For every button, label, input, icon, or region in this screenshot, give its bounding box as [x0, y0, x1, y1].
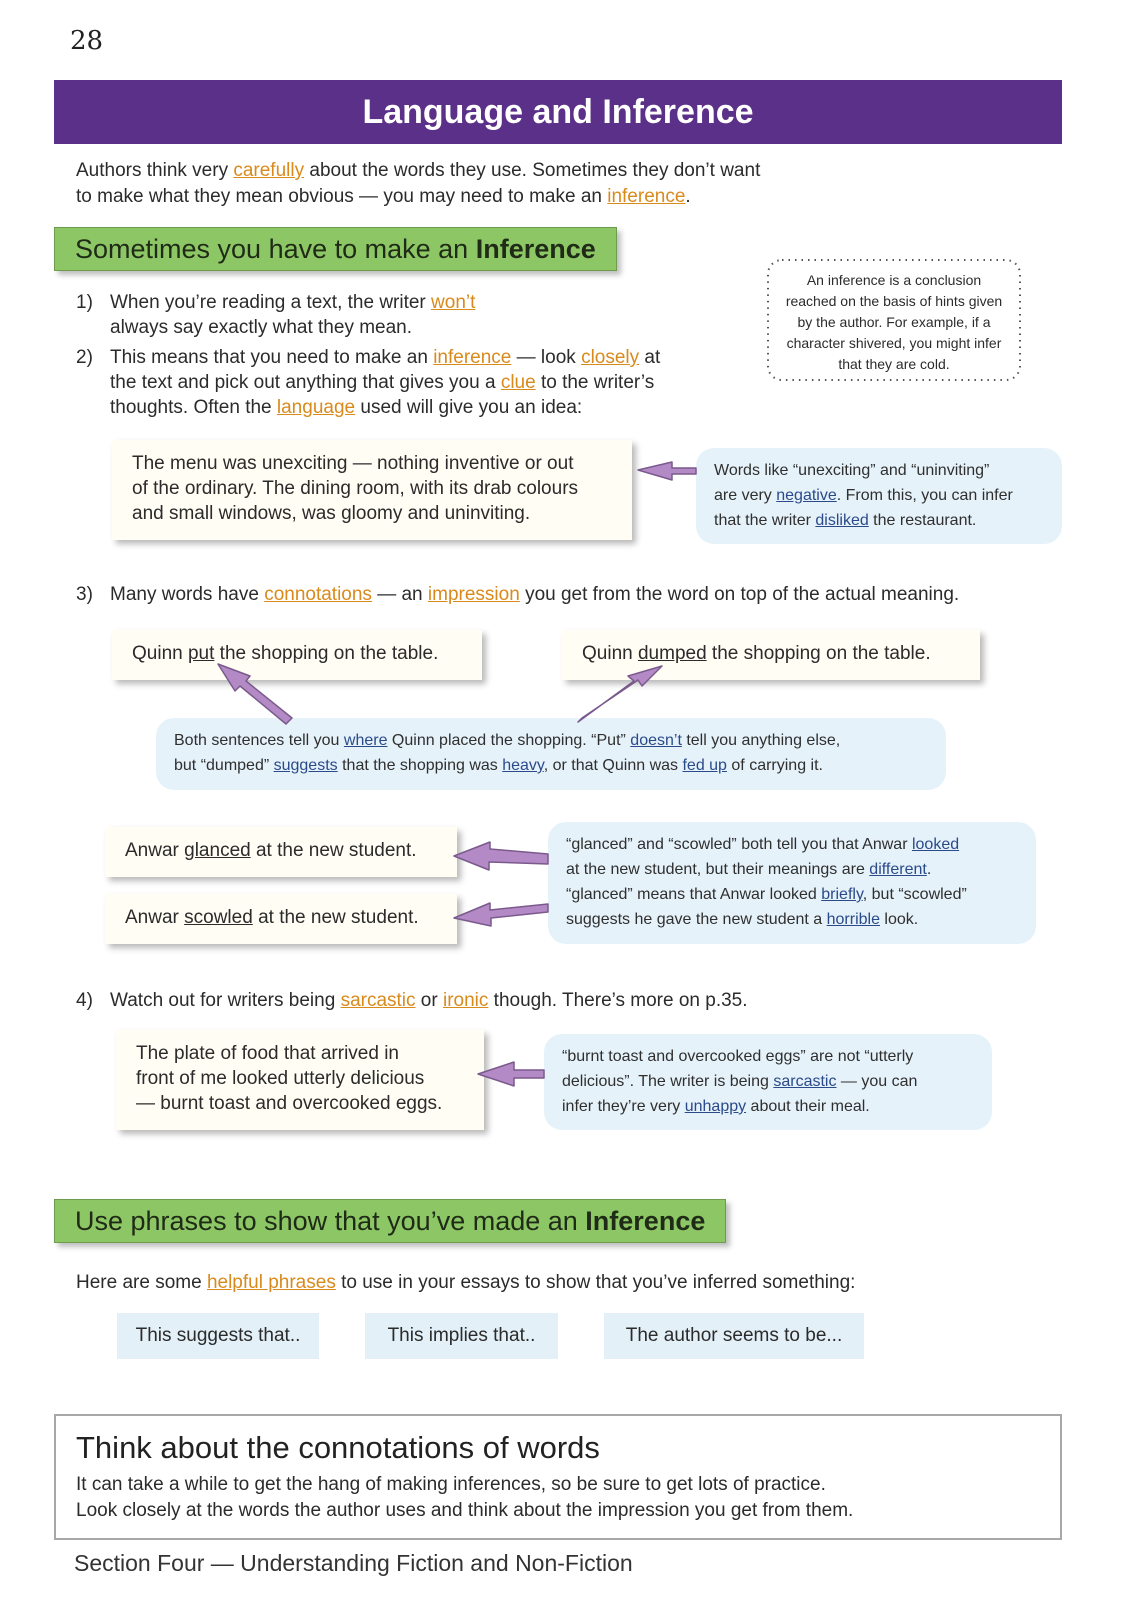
intro-paragraph: Authors think very carefully about the words they use. Sometimes they don’t want to make what they mean obvious — you may need to make an inference. — [76, 160, 761, 207]
section-heading-inference: Sometimes you have to make an Inference — [54, 227, 617, 271]
section-heading-phrases: Use phrases to show that you’ve made an Inference — [54, 1199, 726, 1243]
footer-section-title: Section Four — Understanding Fiction and Non-Fiction — [74, 1550, 633, 1576]
summary-title: Think about the connotations of words — [76, 1430, 600, 1465]
example-quinn-dumped: Quinn dumped the shopping on the table. — [562, 630, 980, 680]
note-line: reached on the basis of hints given — [785, 293, 1003, 309]
arrow-icon — [454, 842, 548, 870]
explanation-bubble-restaurant: Words like “unexciting” and “uninviting” are very negative. From this, you can infer that the writer disliked the restaurant. — [696, 448, 1062, 544]
page-number: 28 — [70, 26, 104, 56]
note-line: An inference is a conclusion — [806, 272, 982, 288]
note-line: character shivered, you might infer — [786, 335, 1002, 351]
note-line: by the author. For example, if a — [797, 314, 991, 330]
phrases-intro: Here are some helpful phrases to use in your essays to show that you’ve inferred something: — [76, 1272, 856, 1293]
note-line: that they are cold. — [838, 356, 950, 372]
example-restaurant-text: The menu was unexciting — nothing inventive or out of the ordinary. The dining room, with its drab colours and small windows, was gloomy and uninviting. — [112, 440, 632, 540]
explanation-bubble-sarcastic: “burnt toast and overcooked eggs” are not “utterly delicious”. The writer is being sarcastic — you can infer they’re very unhappy about their meal. — [544, 1034, 992, 1130]
phrase-box: The author seems to be... — [604, 1313, 864, 1359]
example-quinn-put: Quinn put the shopping on the table. — [112, 630, 482, 680]
list-item-3: 3) Many words have connotations — an impression you get from the word on top of the actual meaning. — [76, 584, 960, 605]
example-anwar-scowled: Anwar scowled at the new student. — [105, 894, 457, 944]
arrow-icon — [638, 462, 696, 480]
example-anwar-glanced: Anwar glanced at the new student. — [105, 827, 457, 877]
list-item-2: 2) This means that you need to make an inference — look closely at the text and pick out anything that gives you a clue to the writer’s thoughts. Often the language used will give you an idea: — [76, 347, 661, 418]
arrow-icon — [578, 666, 662, 722]
list-item-1: 1) When you’re reading a text, the writer won’t always say exactly what they mean. — [76, 292, 476, 338]
phrase-box: This suggests that.. — [117, 1313, 319, 1359]
page-title: Language and Inference — [54, 80, 1062, 144]
arrow-icon — [478, 1062, 544, 1086]
phrase-box: This implies that.. — [365, 1313, 558, 1359]
arrow-icon — [454, 903, 548, 926]
example-sarcastic-text: The plate of food that arrived in front of me looked utterly delicious — burnt toast and overcooked eggs. — [116, 1030, 484, 1130]
summary-body: It can take a while to get the hang of making inferences, so be sure to get lots of practice. Look closely at the words the author uses and think about the impression you get from them. — [76, 1474, 854, 1521]
explanation-bubble-anwar: “glanced” and “scowled” both tell you that Anwar looked at the new student, but their meanings are different. “glanced” means that Anwar looked briefly, but “scowled” suggests he gave the new student a horrible look. — [548, 822, 1036, 944]
explanation-bubble-quinn: Both sentences tell you where Quinn placed the shopping. “Put” doesn’t tell you anything else, but “dumped” suggests that the shopping was heavy, or that Quinn was fed up of carrying it. — [156, 718, 946, 790]
arrow-icon — [218, 664, 292, 724]
list-item-4: 4) Watch out for writers being sarcastic or ironic though. There’s more on p.35. — [76, 990, 748, 1011]
